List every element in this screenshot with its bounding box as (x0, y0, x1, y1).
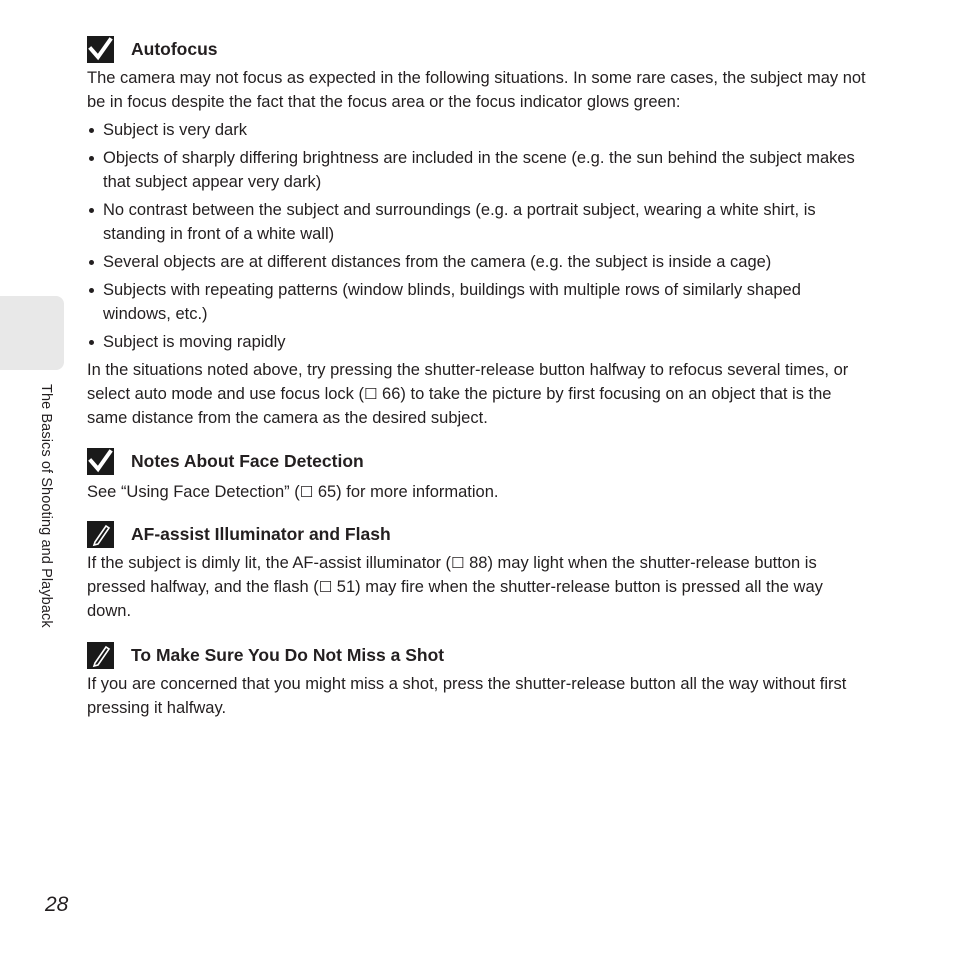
reference-icon: ☐ (451, 554, 465, 572)
chapter-label: The Basics of Shooting and Playback (38, 384, 54, 628)
check-icon (87, 448, 114, 475)
pencil-icon (87, 521, 114, 548)
text-run: ) for more information. (336, 483, 499, 501)
list-item: Subject is very dark (87, 118, 867, 142)
section-heading (87, 640, 867, 670)
text-run: ) may light when the shutter-release button is pressed halfway, and the flash ( (87, 554, 817, 596)
section-outro (87, 358, 867, 430)
af-assist-section (87, 519, 867, 623)
reference-icon: ☐ (318, 578, 333, 596)
check-icon (87, 36, 114, 63)
section-title: To Make Sure You Do Not Miss a Shot (131, 644, 445, 665)
page-reference[interactable]: 51 (336, 578, 356, 596)
page-number: 28 (45, 893, 69, 916)
section-intro: The camera may not focus as expected in the following situations. In some rare cases, the subject may not be in focus despite the fact that the focus area or the focus indicator glows green: (87, 69, 866, 111)
text-run: See “Using Face Detection” ( (87, 483, 300, 501)
section-title: AF-assist Illuminator and Flash (131, 523, 391, 544)
list-item: Subject is moving rapidly (87, 330, 867, 354)
section-heading (87, 34, 867, 64)
section-text: If you are concerned that you might miss a shot, press the shutter-release button all the way without first pressing it halfway. (87, 675, 847, 717)
section-text (87, 480, 867, 504)
reference-icon: ☐ (364, 385, 378, 403)
autofocus-section (87, 34, 867, 430)
face-detection-section (87, 446, 867, 504)
section-tab (0, 296, 64, 370)
page-reference[interactable]: 88 (469, 554, 488, 572)
page-reference[interactable]: 66 (382, 385, 401, 403)
list-item: Objects of sharply differing brightness are included in the scene (e.g. the sun behind the subject makes that subject appear very dark) (87, 146, 867, 194)
page-reference[interactable]: 65 (317, 483, 337, 501)
reference-icon: ☐ (299, 483, 314, 501)
section-title: Autofocus (131, 38, 218, 59)
list-item: Several objects are at different distances from the camera (e.g. the subject is inside a cage) (87, 250, 867, 274)
section-text (87, 551, 867, 623)
list-item: No contrast between the subject and surroundings (e.g. a portrait subject, wearing a white shirt, is standing in front of a white wall) (87, 198, 867, 246)
condition-list (87, 118, 867, 354)
miss-shot-section (87, 640, 867, 720)
section-title: Notes About Face Detection (131, 450, 364, 471)
text-run: If the subject is dimly lit, the AF-assist illuminator ( (87, 554, 452, 572)
text-run: ) may fire when the shutter-release button is pressed all the way down. (87, 578, 823, 620)
text-run: ) to take the picture by first focusing on an object that is the same distance from the camera as the desired subject. (87, 385, 832, 427)
section-heading (87, 519, 867, 549)
pencil-icon (87, 642, 114, 669)
list-item: Subjects with repeating patterns (window blinds, buildings with multiple rows of similarly shaped windows, etc.) (87, 278, 867, 326)
section-heading (87, 446, 867, 476)
text-run: In the situations noted above, try pressing the shutter-release button halfway to refocus several times, or select auto mode and use focus lock ( (87, 361, 849, 403)
